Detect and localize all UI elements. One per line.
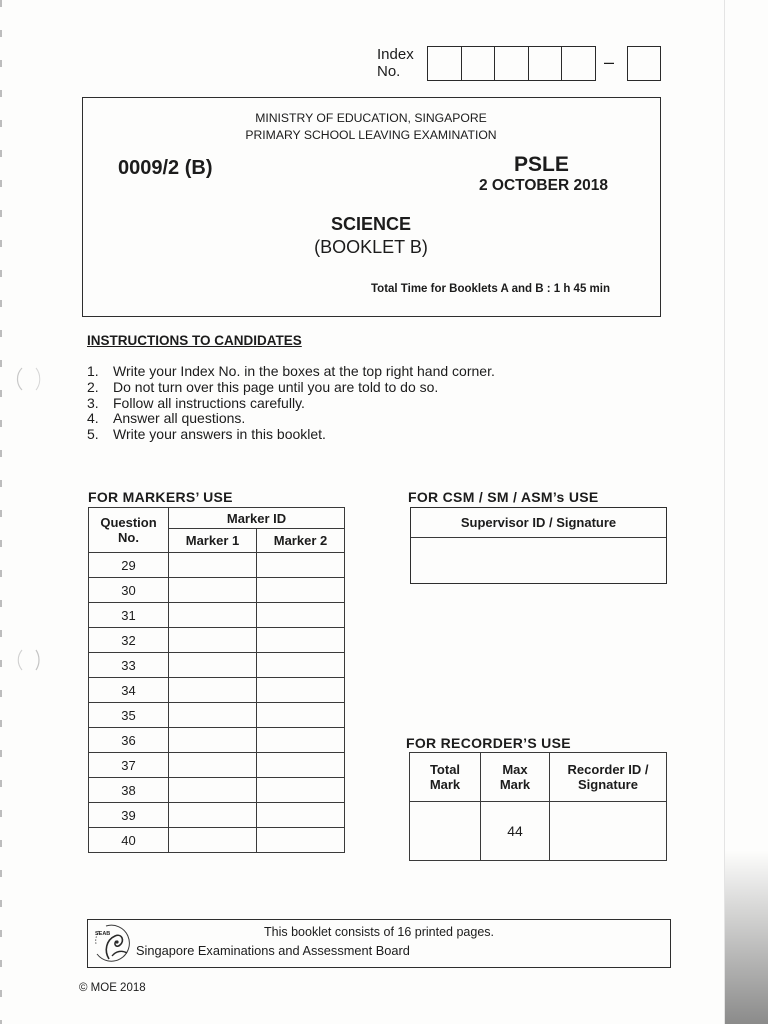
total-time: Total Time for Booklets A and B : 1 h 45 min [371,283,610,295]
instruction-number: 3. [87,395,99,411]
question-number: 32 [89,628,169,653]
marker-2-cell [257,828,345,853]
instruction-text: Answer all questions. [113,410,246,426]
recorder-signature-cell [550,802,667,861]
marker-1-cell [169,628,257,653]
paper-code: 0009/2 (B) [118,157,213,179]
markers-table [88,507,345,853]
question-number: 29 [89,553,169,578]
table-row [89,803,345,828]
index-digit-box [462,47,496,80]
instruction-text: Do not turn over this page until you are told to do so. [113,379,439,395]
board-name: Singapore Examinations and Assessment Board [136,943,410,958]
marker-2-cell [257,803,345,828]
marker-1-cell [169,553,257,578]
instruction-text: Write your answers in this booklet. [113,426,326,442]
marker-2-cell [257,703,345,728]
index-separator: – [604,52,615,72]
question-number: 36 [89,728,169,753]
marker-2-cell [257,753,345,778]
recorder-table [409,752,667,861]
max-mark-header: Max Mark [481,753,550,802]
table-row [89,553,345,578]
instruction-text: Write your Index No. in the boxes at the top right hand corner. [113,363,495,379]
left-perforation [0,0,2,1024]
marker-1-cell [169,778,257,803]
instruction-number: 5. [87,426,99,442]
question-number: 31 [89,603,169,628]
recorder-use-heading: FOR RECORDER’S USE [406,735,571,751]
question-number: 38 [89,778,169,803]
marker-1-cell [169,728,257,753]
marker-2-header: Marker 2 [257,529,345,553]
table-row [89,753,345,778]
table-row [89,578,345,603]
table-row [89,628,345,653]
index-check-box [627,46,661,81]
marker-1-header: Marker 1 [169,529,257,553]
csm-use-heading: FOR CSM / SM / ASM’s USE [408,489,599,505]
page-count-note: This booklet consists of 16 printed pages. [264,925,494,939]
marker-2-cell [257,578,345,603]
subject-title: SCIENCE [330,214,411,234]
index-digit-box [562,47,595,80]
instruction-number: 2. [87,379,99,395]
marker-2-cell [257,678,345,703]
instructions-heading: INSTRUCTIONS TO CANDIDATES [87,333,302,348]
total-mark-cell [410,802,481,861]
question-number: 34 [89,678,169,703]
marker-2-cell [257,653,345,678]
max-mark-value: 44 [481,802,550,861]
exam-date: 2 OCTOBER 2018 [479,177,608,194]
question-number: 40 [89,828,169,853]
ministry-name: MINISTRY OF EDUCATION, SINGAPORE [255,111,487,125]
question-number: 37 [89,753,169,778]
table-row [89,653,345,678]
exam-name: PRIMARY SCHOOL LEAVING EXAMINATION [245,128,497,142]
table-row [89,603,345,628]
supervisor-header: Supervisor ID / Signature [411,508,666,538]
table-row [89,703,345,728]
index-digit-box [428,47,462,80]
copyright-notice: © MOE 2018 [79,982,146,994]
instruction-number: 1. [87,363,99,379]
instruction-number: 4. [87,410,99,426]
index-digit-box [529,47,563,80]
question-number: 33 [89,653,169,678]
exam-short-name: PSLE [514,153,569,176]
punch-hole-top [14,364,44,394]
table-row [89,678,345,703]
total-mark-header: Total Mark [410,753,481,802]
recorder-id-header: Recorder ID / Signature [550,753,667,802]
index-label-line2: No. [377,63,401,80]
index-label-line1: Index [377,46,414,63]
marker-2-cell [257,778,345,803]
marker-id-header: Marker ID [169,508,345,529]
marker-2-cell [257,628,345,653]
marker-1-cell [169,603,257,628]
table-row [89,728,345,753]
question-number: 30 [89,578,169,603]
marker-1-cell [169,828,257,853]
marker-1-cell [169,703,257,728]
marker-1-cell [169,653,257,678]
booklet-label: (BOOKLET B) [314,237,428,257]
marker-2-cell [257,728,345,753]
question-number: 35 [89,703,169,728]
logo-text: SEAB [95,931,111,937]
instruction-text: Follow all instructions carefully. [113,395,305,411]
markers-use-heading: FOR MARKERS’ USE [88,489,233,505]
table-row [89,828,345,853]
marker-1-cell [169,753,257,778]
corner-shadow [725,850,768,1024]
marker-2-cell [257,553,345,578]
index-number-boxes [427,46,596,81]
marker-1-cell [169,803,257,828]
index-digit-box [495,47,529,80]
marker-2-cell [257,603,345,628]
table-row [89,778,345,803]
punch-hole-bottom [14,645,44,675]
supervisor-box [410,507,667,584]
marker-1-cell [169,578,257,603]
question-number: 39 [89,803,169,828]
question-no-header: Question No. [89,508,169,553]
marker-1-cell [169,678,257,703]
logo-dot [115,940,118,943]
